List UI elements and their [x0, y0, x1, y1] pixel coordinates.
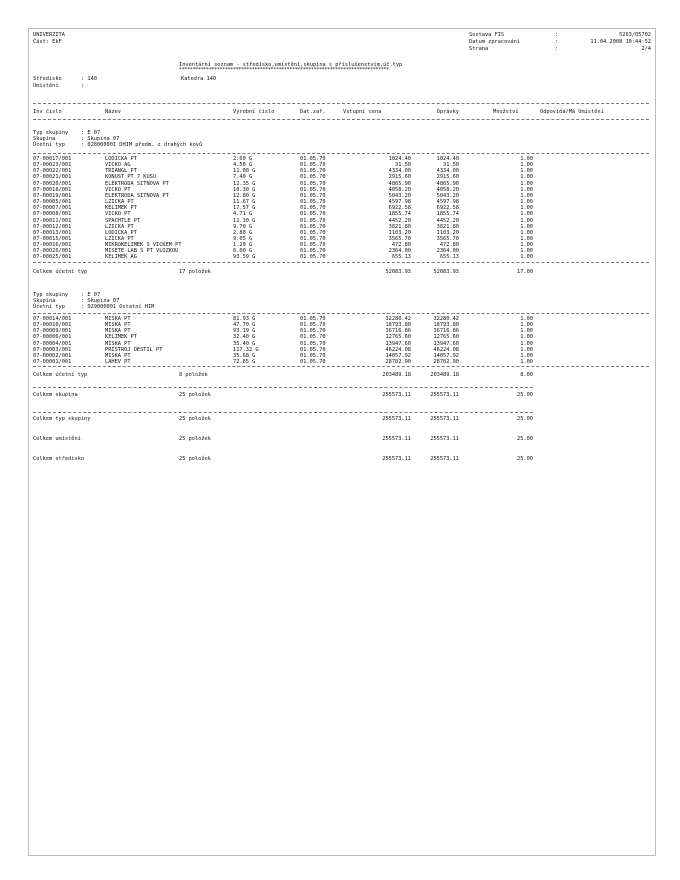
table-row — [29, 353, 649, 359]
table-row — [29, 224, 649, 230]
summary-label: Celkem umístění — [33, 436, 81, 442]
serial-number: 32.40 G — [233, 334, 256, 341]
divider — [33, 412, 533, 413]
input-price: 1103.20 — [388, 229, 411, 236]
serial-number: 9.70 G — [233, 223, 253, 230]
inv-number: 07-00002/001 — [33, 352, 72, 359]
total-qty: 8.00 — [520, 372, 533, 378]
write-off: 4058.20 — [436, 186, 459, 193]
table-row — [29, 254, 649, 260]
inv-number: 07-00005/001 — [33, 199, 72, 206]
summary-writeoff: 255573.11 — [430, 416, 459, 422]
write-off: 2364.00 — [436, 248, 459, 255]
group-value: : Skupina 07 — [81, 298, 120, 304]
write-off: 1855.74 — [436, 211, 459, 218]
serial-number: 6.00 G — [233, 248, 253, 255]
write-off: 4334.00 — [436, 168, 459, 175]
table-row — [29, 211, 649, 217]
acquired-date: 01.05.70 — [300, 199, 326, 206]
col-date: Dat.zař. — [300, 109, 326, 115]
item-name: MISKA PT — [105, 322, 131, 329]
write-off: 2915.60 — [436, 174, 459, 181]
quantity: 1.00 — [520, 223, 533, 230]
serial-number: 1.20 G — [233, 242, 253, 249]
colon: : — [555, 32, 559, 38]
table-row — [29, 218, 649, 224]
item-name: VICKO AG — [105, 162, 131, 169]
acquired-date: 01.05.70 — [300, 352, 326, 359]
date-value: 11.04.2008 10:44:52 — [590, 39, 651, 45]
item-name: ELEKTRODA SITNOVA PT — [105, 192, 169, 199]
table-row — [29, 174, 649, 180]
quantity: 1.00 — [520, 162, 533, 169]
quantity: 1.00 — [520, 211, 533, 218]
divider — [33, 153, 649, 154]
input-price: 4452.20 — [388, 217, 411, 224]
inv-number: 07-00013/001 — [33, 229, 72, 236]
total-qty: 17.00 — [517, 269, 533, 275]
total-writeoff: 203489.18 — [430, 372, 459, 378]
serial-number: 2.60 G — [233, 156, 253, 162]
item-name: LODICKA PT — [105, 156, 137, 162]
inv-number: 07-00016/001 — [33, 242, 72, 249]
serial-number: 12.35 G — [233, 180, 256, 187]
col-price: Vstupní cena — [343, 109, 382, 115]
acquired-date: 01.05.70 — [300, 322, 326, 329]
acquired-date: 01.05.70 — [300, 242, 326, 249]
page-value: 2/4 — [641, 46, 651, 52]
table-row — [29, 316, 649, 322]
input-price: 5043.20 — [388, 192, 411, 199]
col-qty: Množství — [493, 109, 519, 115]
title-underline: ****************************************************************************** — [179, 67, 389, 73]
summary-writeoff: 255573.11 — [430, 436, 459, 442]
group-type-label: Typ skupiny — [33, 130, 69, 136]
acct-type-value: : 028000001 DHIM předm. z drahých kovů — [81, 142, 203, 148]
total-items: 17 položek — [179, 269, 211, 275]
set-value: 5263/05702 — [619, 32, 651, 38]
acct-type-value: : 029000001 Ostatní HIM — [81, 304, 155, 310]
serial-number: 11.67 G — [233, 199, 256, 206]
input-price: 1855.74 — [388, 211, 411, 218]
quantity: 1.00 — [520, 352, 533, 359]
write-off: 3821.80 — [436, 223, 459, 230]
table-row — [29, 193, 649, 199]
total-price: 203489.18 — [382, 372, 411, 378]
summary-qty: 25.00 — [517, 436, 533, 442]
item-name: TRIANGL PT — [105, 168, 137, 175]
item-name: MISKA PT — [105, 352, 131, 359]
acct-type-label: Účetní typ — [33, 304, 65, 310]
serial-number: 117.32 G — [233, 346, 259, 353]
table-row — [29, 334, 649, 340]
write-off: 5043.20 — [436, 192, 459, 199]
part-label: Část: EkF — [33, 39, 62, 45]
col-serial: Výrobní číslo — [233, 109, 275, 115]
input-price: 6922.58 — [388, 205, 411, 212]
item-name: LZICKA PT — [105, 223, 134, 230]
table-row — [29, 230, 649, 236]
input-price: 4865.90 — [388, 180, 411, 187]
col-name: Název — [105, 109, 121, 115]
quantity: 1.00 — [520, 156, 533, 162]
acquired-date: 01.05.70 — [300, 186, 326, 193]
input-price: 14057.92 — [385, 352, 411, 359]
total-items: 8 položek — [179, 372, 208, 378]
group-label: Skupina — [33, 136, 56, 142]
write-off: 28702.90 — [433, 359, 459, 366]
input-price: 32280.42 — [385, 316, 411, 322]
acquired-date: 01.05.70 — [300, 223, 326, 230]
page-label: Strana — [469, 46, 489, 52]
total-price: 52083.93 — [385, 269, 411, 275]
table-row — [29, 341, 649, 347]
acquired-date: 01.05.70 — [300, 192, 326, 199]
inv-number: 07-00026/001 — [33, 248, 72, 255]
write-off: 4597.98 — [436, 199, 459, 206]
write-off: 6922.58 — [436, 205, 459, 212]
acct-type-label: Účetní typ — [33, 142, 65, 148]
item-name: MISETE LAB S PT VLOZKOU — [105, 248, 179, 255]
quantity: 1.00 — [520, 340, 533, 347]
item-name: KONUST PT 7 KUSU — [105, 174, 157, 181]
item-name: KELIMEK AG — [105, 254, 137, 261]
quantity: 1.00 — [520, 322, 533, 329]
write-off: 3565.70 — [436, 235, 459, 242]
inv-number: 07-00001/001 — [33, 359, 72, 366]
divider — [33, 103, 649, 104]
quantity: 1.00 — [520, 334, 533, 341]
col-inv: Inv číslo — [33, 109, 62, 115]
serial-number: 4.50 G — [233, 162, 253, 169]
item-name: ELEKTRODA SITNOVA PT — [105, 180, 169, 187]
inv-number: 07-00023/001 — [33, 162, 72, 169]
summary-price: 255573.11 — [382, 392, 411, 398]
quantity: 1.00 — [520, 359, 533, 366]
item-name: LODICKA PT — [105, 229, 137, 236]
colon: : — [555, 46, 559, 52]
input-price: 36716.86 — [385, 328, 411, 335]
input-price: 4597.98 — [388, 199, 411, 206]
serial-number: 35.40 G — [233, 340, 256, 347]
quantity: 1.00 — [520, 254, 533, 261]
item-name: MIKROKELIMEK S VICKEM PT — [105, 242, 182, 249]
summary-qty: 25.00 — [517, 416, 533, 422]
summary-price: 255573.11 — [382, 416, 411, 422]
inv-number: 07-00022/001 — [33, 168, 72, 175]
group-type-value: : E 07 — [81, 292, 101, 298]
acquired-date: 01.05.70 — [300, 248, 326, 255]
input-price: 4334.00 — [388, 168, 411, 175]
inv-number: 07-00019/001 — [33, 192, 72, 199]
write-off: 1103.20 — [436, 229, 459, 236]
table-row — [29, 328, 649, 334]
report-page — [28, 28, 656, 856]
item-name: PRISTROJ DESTIL PT — [105, 346, 163, 353]
item-name: VICKO PT — [105, 186, 131, 193]
serial-number: 93.59 G — [233, 254, 256, 261]
inv-number: 07-00015/001 — [33, 235, 72, 242]
group-type-label: Typ skupiny — [33, 292, 69, 298]
write-off: 32280.42 — [433, 316, 459, 322]
input-price: 2364.00 — [388, 248, 411, 255]
inv-number: 07-00018/001 — [33, 186, 72, 193]
org-name: UNIVERZITA — [33, 32, 65, 38]
table-row — [29, 359, 649, 365]
serial-number: 4.71 G — [233, 211, 253, 218]
write-off: 14057.92 — [433, 352, 459, 359]
quantity: 1.00 — [520, 328, 533, 335]
input-price: 31.50 — [395, 162, 411, 169]
divider — [33, 313, 649, 314]
summary-label: Celkem středisko — [33, 456, 85, 462]
serial-number: 81.93 G — [233, 316, 256, 322]
dept-label: Katedra 140 — [181, 76, 217, 82]
quantity: 1.00 — [520, 192, 533, 199]
acquired-date: 01.05.70 — [300, 235, 326, 242]
group-type-value: : E 07 — [81, 130, 101, 136]
item-name: KELIMEK PT — [105, 334, 137, 341]
group-value: : Skupina 07 — [81, 136, 120, 142]
write-off: 4865.90 — [436, 180, 459, 187]
acquired-date: 01.05.70 — [300, 205, 326, 212]
acquired-date: 01.05.70 — [300, 217, 326, 224]
inv-number: 07-00017/001 — [33, 156, 72, 162]
input-price: 4058.20 — [388, 186, 411, 193]
summary-items: 25 položek — [179, 392, 211, 398]
quantity: 1.00 — [520, 235, 533, 242]
serial-number: 7.40 G — [233, 174, 253, 181]
location-value: : — [81, 83, 85, 89]
input-price: 46224.08 — [385, 346, 411, 353]
item-name: KELIMEK PT — [105, 205, 137, 212]
serial-number: 93.19 G — [233, 328, 256, 335]
inv-number: 07-00021/001 — [33, 174, 72, 181]
write-off: 46224.08 — [433, 346, 459, 353]
inv-number: 07-00020/001 — [33, 180, 72, 187]
acquired-date: 01.05.70 — [300, 168, 326, 175]
center-label: Středisko — [33, 76, 62, 82]
acquired-date: 01.05.70 — [300, 334, 326, 341]
date-label: Datum zpracování — [469, 39, 521, 45]
summary-writeoff: 255573.11 — [430, 456, 459, 462]
col-resp: Odpovídá/Má Umístění — [540, 109, 604, 115]
input-price: 3821.80 — [388, 223, 411, 230]
summary-qty: 25.00 — [517, 456, 533, 462]
table-row — [29, 199, 649, 205]
summary-items: 25 položek — [179, 456, 211, 462]
report-title: Inventární seznam - středisko,umístění,skupina s příslušenstvím,úč.typ — [179, 62, 403, 68]
item-name: LAHEV PT — [105, 359, 131, 366]
item-name: LZICKA PT — [105, 235, 134, 242]
location-label: Umístění — [33, 83, 59, 89]
serial-number: 47.70 G — [233, 322, 256, 329]
serial-number: 12.80 G — [233, 192, 256, 199]
item-name: MISKA PT — [105, 340, 131, 347]
summary-items: 25 položek — [179, 416, 211, 422]
input-price: 12765.60 — [385, 334, 411, 341]
serial-number: 2.80 G — [233, 229, 253, 236]
quantity: 1.00 — [520, 248, 533, 255]
inv-number: 07-00012/001 — [33, 223, 72, 230]
acquired-date: 01.05.70 — [300, 174, 326, 181]
inv-number: 07-00009/001 — [33, 328, 72, 335]
quantity: 1.00 — [520, 346, 533, 353]
group-label: Skupina — [33, 298, 56, 304]
input-price: 28702.90 — [385, 359, 411, 366]
item-name: LZICKA PT — [105, 199, 134, 206]
serial-number: 11.00 G — [233, 168, 256, 175]
table-row — [29, 347, 649, 353]
write-off: 31.50 — [443, 162, 459, 169]
write-off: 13947.60 — [433, 340, 459, 347]
quantity: 1.00 — [520, 186, 533, 193]
total-label: Celkem účetní typ — [33, 269, 88, 275]
col-writeoff: Oprávky — [436, 109, 459, 115]
summary-label: Celkem typ skupiny — [33, 416, 91, 422]
acquired-date: 01.05.70 — [300, 316, 326, 322]
acquired-date: 01.05.70 — [300, 254, 326, 261]
divider — [33, 387, 533, 388]
summary-price: 255573.11 — [382, 436, 411, 442]
write-off: 12765.60 — [433, 334, 459, 341]
serial-number: 35.68 G — [233, 352, 256, 359]
input-price: 18793.80 — [385, 322, 411, 329]
quantity: 1.00 — [520, 174, 533, 181]
inv-number: 07-00010/001 — [33, 322, 72, 329]
serial-number: 72.85 G — [233, 359, 256, 366]
write-off: 36716.86 — [433, 328, 459, 335]
acquired-date: 01.05.70 — [300, 340, 326, 347]
table-row — [29, 187, 649, 193]
write-off: 4452.20 — [436, 217, 459, 224]
quantity: 1.00 — [520, 217, 533, 224]
write-off: 1024.40 — [436, 156, 459, 162]
serial-number: 11.30 G — [233, 217, 256, 224]
acquired-date: 01.05.70 — [300, 162, 326, 169]
colon: : — [555, 39, 559, 45]
item-name: SPACHTLE PT — [105, 217, 141, 224]
table-row — [29, 181, 649, 187]
input-price: 2915.60 — [388, 174, 411, 181]
input-price: 655.13 — [391, 254, 411, 261]
inv-number: 07-00007/001 — [33, 205, 72, 212]
item-name: VICKO PT — [105, 211, 131, 218]
input-price: 3565.70 — [388, 235, 411, 242]
acquired-date: 01.05.70 — [300, 156, 326, 162]
divider — [33, 262, 649, 263]
inv-number: 07-00003/001 — [33, 346, 72, 353]
quantity: 1.00 — [520, 242, 533, 249]
total-writeoff: 52083.93 — [433, 269, 459, 275]
serial-number: 10.30 G — [233, 186, 256, 193]
acquired-date: 01.05.70 — [300, 359, 326, 366]
quantity: 1.00 — [520, 229, 533, 236]
summary-qty: 25.00 — [517, 392, 533, 398]
acquired-date: 01.05.70 — [300, 229, 326, 236]
set-label: Sestava FIS — [469, 32, 505, 38]
table-row — [29, 236, 649, 242]
acquired-date: 01.05.70 — [300, 180, 326, 187]
total-label: Celkem účetní typ — [33, 372, 88, 378]
write-off: 655.13 — [439, 254, 459, 261]
center-value: : 140 — [81, 76, 97, 82]
inv-number: 07-00008/001 — [33, 211, 72, 218]
acquired-date: 01.05.70 — [300, 211, 326, 218]
summary-writeoff: 255573.11 — [430, 392, 459, 398]
inv-number: 07-00025/001 — [33, 254, 72, 261]
quantity: 1.00 — [520, 199, 533, 206]
acquired-date: 01.05.70 — [300, 346, 326, 353]
summary-items: 25 položek — [179, 436, 211, 442]
table-row — [29, 242, 649, 248]
table-row — [29, 205, 649, 211]
quantity: 1.00 — [520, 205, 533, 212]
quantity: 1.00 — [520, 316, 533, 322]
table-row — [29, 156, 649, 162]
summary-price: 255573.11 — [382, 456, 411, 462]
divider — [33, 119, 649, 120]
serial-number: 17.57 G — [233, 205, 256, 212]
serial-number: 9.05 G — [233, 235, 253, 242]
divider — [33, 366, 649, 367]
item-name: MISKA PT — [105, 328, 131, 335]
quantity: 1.00 — [520, 168, 533, 175]
table-row — [29, 162, 649, 168]
input-price: 1024.40 — [388, 156, 411, 162]
inv-number: 07-00006/001 — [33, 334, 72, 341]
table-row — [29, 248, 649, 254]
acquired-date: 01.05.70 — [300, 328, 326, 335]
inv-number: 07-00014/001 — [33, 316, 72, 322]
quantity: 1.00 — [520, 180, 533, 187]
table-row — [29, 168, 649, 174]
inv-number: 07-00011/001 — [33, 217, 72, 224]
input-price: 13947.60 — [385, 340, 411, 347]
input-price: 472.80 — [391, 242, 411, 249]
write-off: 18793.80 — [433, 322, 459, 329]
table-row — [29, 322, 649, 328]
item-name: MISKA PT — [105, 316, 131, 322]
summary-label: Celkem skupina — [33, 392, 78, 398]
inv-number: 07-00004/001 — [33, 340, 72, 347]
write-off: 472.80 — [439, 242, 459, 249]
